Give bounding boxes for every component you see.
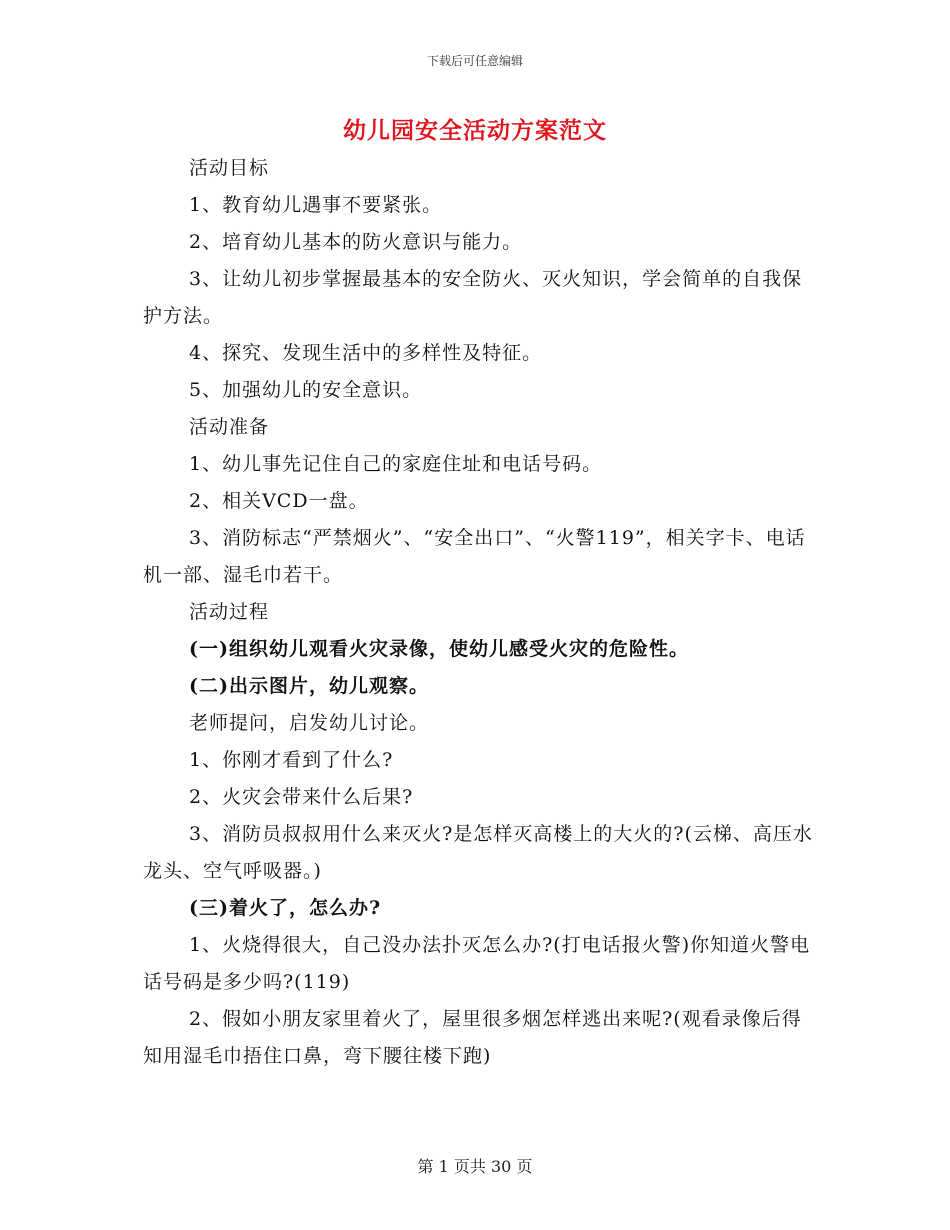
document-body (143, 150, 813, 1075)
paragraph: 1、幼儿事先记住自己的家庭住址和电话号码。 (189, 453, 603, 475)
paragraph: 3、消防员叔叔用什么来灭火?是怎样灭高楼上的大火的?(云梯、高压水龙头、空气呼吸器。) (143, 823, 813, 882)
paragraph: 1、教育幼儿遇事不要紧张。 (189, 194, 443, 216)
bold-subheading: (三)着火了，怎么办? (189, 897, 382, 919)
paragraph: 2、火灾会带来什么后果? (189, 786, 414, 808)
paragraph: 5、加强幼儿的安全意识。 (189, 379, 423, 401)
section-heading: 活动准备 (189, 416, 270, 438)
page-footer: 第 1 页共 30 页 (417, 1157, 533, 1176)
paragraph: 4、探究、发现生活中的多样性及特征。 (189, 342, 543, 364)
paragraph: 3、让幼儿初步掌握最基本的安全防火、灭火知识，学会简单的自我保护方法。 (143, 268, 803, 327)
paragraph: 3、消防标志“严禁烟火”、“安全出口”、“火警119”，相关字卡、电话机一部、湿毛巾若干。 (143, 527, 806, 586)
paragraph: 1、你刚才看到了什么? (189, 749, 394, 771)
paragraph: 老师提问，启发幼儿讨论。 (189, 712, 430, 734)
paragraph: 2、假如小朋友家里着火了，屋里很多烟怎样逃出来呢?(观看录像后得知用湿毛巾捂住口鼻，弯下腰往楼下跑) (143, 1008, 802, 1067)
bold-subheading: (一)组织幼儿观看火灾录像，使幼儿感受火灾的危险性。 (189, 638, 689, 660)
section-heading: 活动目标 (189, 157, 270, 179)
paragraph: 1、火烧得很大，自己没办法扑灭怎么办?(打电话报火警)你知道火警电话号码是多少吗?(119) (143, 934, 811, 993)
section-heading: 活动过程 (189, 601, 270, 623)
paragraph: 2、相关VCD一盘。 (189, 490, 369, 512)
document-title: 幼儿园安全活动方案范文 (343, 117, 607, 144)
paragraph: 2、培育幼儿基本的防火意识与能力。 (189, 231, 523, 253)
bold-subheading: (二)出示图片，幼儿观察。 (189, 675, 429, 697)
page-header: 下载后可任意编辑 (426, 54, 523, 68)
